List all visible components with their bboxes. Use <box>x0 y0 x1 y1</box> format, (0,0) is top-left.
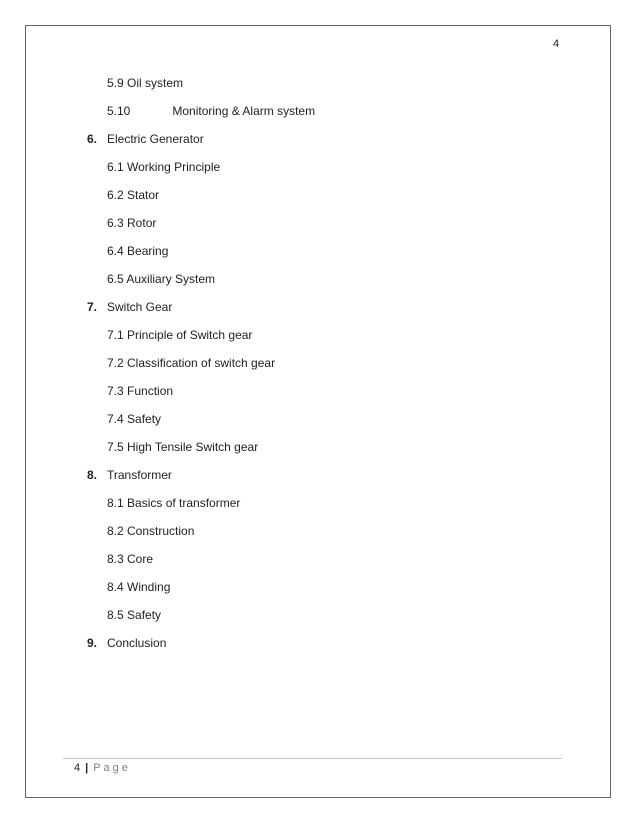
page-footer <box>74 762 131 774</box>
footer-page-label: Page <box>93 762 131 774</box>
footer-separator: | <box>85 762 89 774</box>
toc-entry-8-3: 8.3 Core <box>107 552 154 566</box>
toc-entry-8-4: 8.4 Winding <box>107 580 171 594</box>
toc-chapter-number-9: 9. <box>87 636 98 650</box>
toc-entry-6-3: 6.3 Rotor <box>107 216 157 230</box>
toc-chapter-number-7: 7. <box>87 300 98 314</box>
toc-chapter-title-9: Conclusion <box>107 636 167 650</box>
toc-entry-8-1: 8.1 Basics of transformer <box>107 496 241 510</box>
footer-page-number: 4 <box>74 762 81 774</box>
toc-entry-8-5: 8.5 Safety <box>107 608 162 622</box>
toc-entry-6-5: 6.5 Auxiliary System <box>107 272 216 286</box>
toc-entry-5-9: 5.9 Oil system <box>107 76 184 90</box>
toc-chapter-number-6: 6. <box>87 132 98 146</box>
toc-entry-7-3: 7.3 Function <box>107 384 174 398</box>
toc-entry-8-2: 8.2 Construction <box>107 524 195 538</box>
toc-entry-6-2: 6.2 Stator <box>107 188 160 202</box>
toc-chapter-title-7: Switch Gear <box>107 300 173 314</box>
toc-entry-7-5: 7.5 High Tensile Switch gear <box>107 440 259 454</box>
toc-entry-7-1: 7.1 Principle of Switch gear <box>107 328 253 342</box>
toc-chapter-title-6: Electric Generator <box>107 132 204 146</box>
toc-entry-number: 5.10 <box>107 104 131 118</box>
toc-chapter-number-8: 8. <box>87 468 98 482</box>
toc-entry-5-10 <box>107 104 315 118</box>
toc-chapter-title-8: Transformer <box>107 468 172 482</box>
toc-entry-7-2: 7.2 Classification of switch gear <box>107 356 276 370</box>
toc-entry-6-4: 6.4 Bearing <box>107 244 169 258</box>
header-page-number: 4 <box>553 38 560 50</box>
footer-divider <box>63 758 562 759</box>
toc-entry-title: Monitoring & Alarm system <box>172 104 316 118</box>
toc-entry-6-1: 6.1 Working Principle <box>107 160 221 174</box>
toc-entry-7-4: 7.4 Safety <box>107 412 162 426</box>
